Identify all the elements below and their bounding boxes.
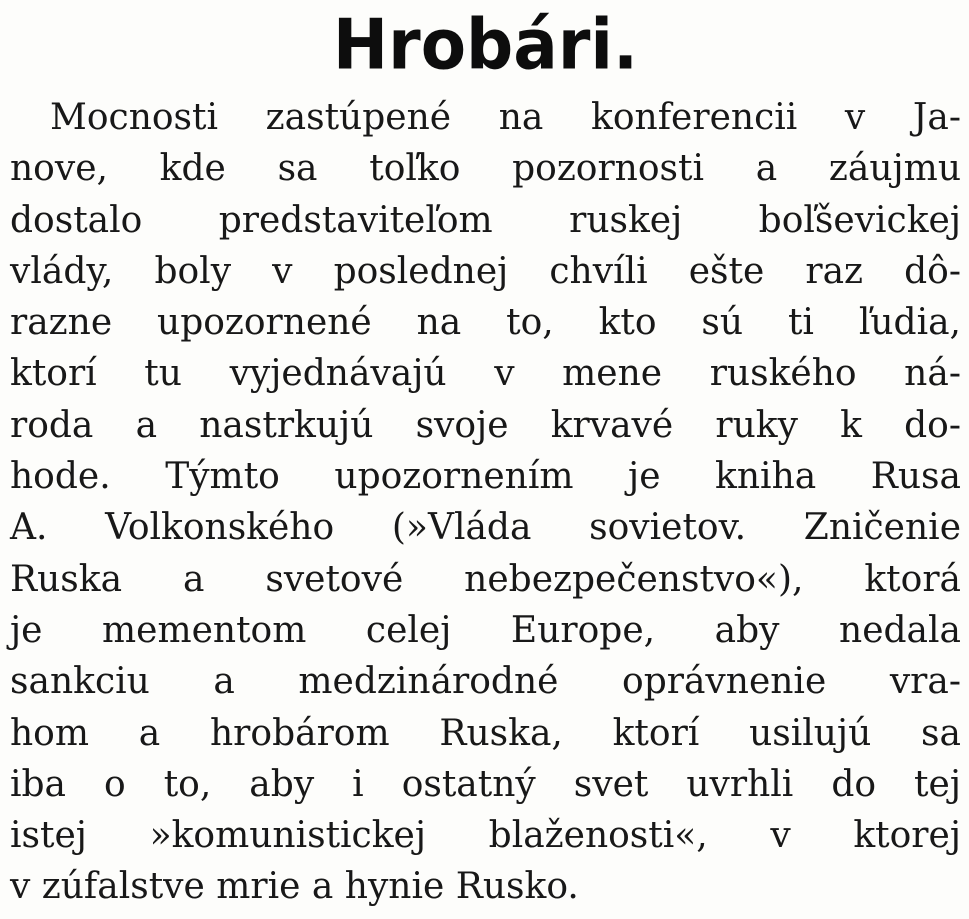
body-line: roda a nastrkujú svoje krvavé ruky k do- [10,404,961,446]
body-line: ktorí tu vyjednávajú v mene ruského ná- [10,353,961,395]
body-line: hom a hrobárom Ruska, ktorí usilujú sa [10,712,961,754]
article-body [10,92,961,913]
body-line: Mocnosti zastúpené na konferencii v Ja- [50,97,961,138]
body-line: je mementom celej Europe, aby nedala [10,609,961,651]
body-line: istej »komunistickej blaženosti«, v ktorej [10,815,961,857]
body-line: hode. Týmto upozornením je kniha Rusa [10,456,961,498]
body-line: sankciu a medzinárodné oprávnenie vra- [10,661,961,703]
body-line: vlády, boly v poslednej chvíli ešte raz dô- [10,250,961,292]
headline: Hrobári. [332,4,639,86]
body-line: iba o to, aby i ostatný svet uvrhli do tej [10,763,961,805]
body-line: Ruska a svetové nebezpečenstvo«), ktorá [10,558,961,600]
body-line: razne upozornené na to, kto sú ti ľudia, [10,302,961,344]
body-line: nove, kde sa toľko pozornosti a záujmu [10,148,961,190]
body-line: v zúfalstve mrie a hynie Rusko. [10,866,579,908]
body-line: dostalo predstaviteľom ruskej boľševickej [10,199,961,241]
body-line: A. Volkonského (»Vláda sovietov. Zničenie [10,507,961,549]
